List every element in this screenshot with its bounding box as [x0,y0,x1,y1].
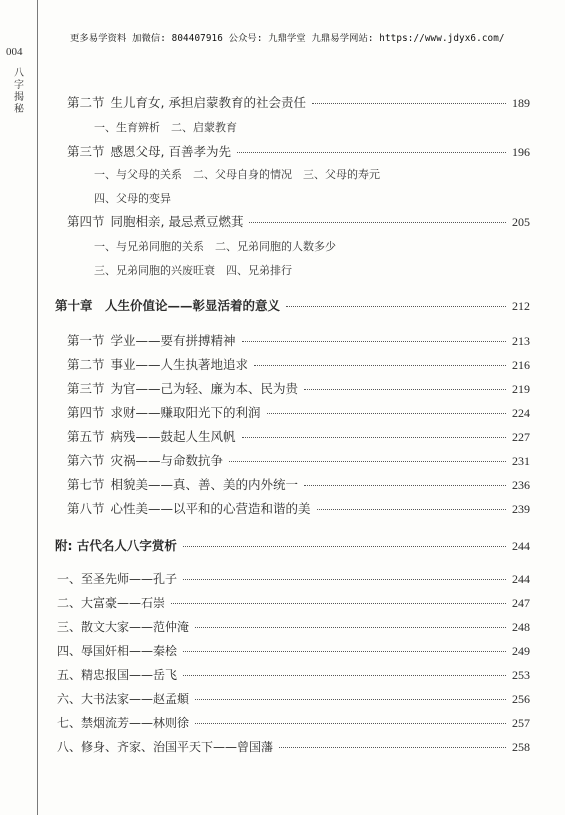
section-label: 第七节 [67,477,105,492]
toc-person-entry[interactable] [57,690,530,707]
person-title: 一、至圣先师——孔子 [57,572,178,586]
person-title: 六、大书法家——赵孟頫 [57,692,190,706]
section-title: 心性美——以平和的心营造和谐的美 [110,501,311,516]
page-ref: 248 [512,620,530,634]
chapter-title: 第十章 人生价值论——彰显活着的意义 [55,298,281,313]
page-ref: 213 [512,334,530,348]
toc-chapter-entry[interactable] [55,296,530,314]
dot-leader [304,485,506,486]
toc-section-entry[interactable] [67,355,530,373]
section-label: 第三节 [67,144,105,159]
toc-subsection-line [94,238,336,254]
watermark-text: 更多易学资料 加微信: 804407916 公众号: 九鼎学堂 九鼎易学网站: https://www.jdyx6.com/ [70,33,505,44]
person-title: 三、散文大家——范仲淹 [57,620,190,634]
section-title: 求财——赚取阳光下的利润 [110,405,261,420]
person-title: 五、精忠报国——岳飞 [57,668,178,682]
appendix-title: 附: 古代名人八字赏析 [55,538,177,553]
page-ref: 258 [512,740,530,754]
dot-leader [286,306,506,307]
page-ref: 219 [512,382,530,396]
page-ref: 227 [512,430,530,444]
dot-leader [304,389,506,390]
dot-leader [254,365,506,366]
section-title: 相貌美——真、善、美的内外统一 [110,477,299,492]
section-title: 病残——鼓起人生风帆 [110,429,236,444]
subsection-text: 一、生育辨析 二、启蒙教育 [94,121,237,134]
toc-person-entry[interactable] [57,594,530,611]
subsection-text: 一、与兄弟同胞的关系 二、兄弟同胞的人数多少 [94,240,336,253]
dot-leader [237,152,506,153]
section-label: 第一节 [67,333,105,348]
margin-rule [37,0,38,815]
toc-section-entry[interactable] [67,142,530,160]
page-ref: 247 [512,596,530,610]
dot-leader [183,579,506,580]
page-ref: 231 [512,454,530,468]
section-title: 生儿育女, 承担启蒙教育的社会责任 [110,95,306,110]
subsection-text: 三、兄弟同胞的兴废旺衰 四、兄弟排行 [94,264,292,277]
dot-leader [312,103,506,104]
toc-person-entry[interactable] [57,666,530,683]
dot-leader [279,747,506,748]
page-number: 004 [6,46,23,58]
section-label: 第四节 [67,214,105,229]
toc-section-entry[interactable] [67,451,530,469]
toc-appendix-entry[interactable] [55,536,530,554]
toc-section-entry[interactable] [67,93,530,111]
dot-leader [229,461,506,462]
dot-leader [183,546,506,547]
dot-leader [183,675,506,676]
toc-section-entry[interactable] [67,331,530,349]
page-ref: 249 [512,644,530,658]
dot-leader [242,341,506,342]
toc-subsection-line [94,190,171,206]
section-label: 第二节 [67,357,105,372]
page-ref: 205 [512,215,530,229]
toc-section-entry[interactable] [67,403,530,421]
page-ref: 239 [512,502,530,516]
dot-leader [195,699,506,700]
page-ref: 224 [512,406,530,420]
section-title: 事业——人生执著地追求 [110,357,249,372]
toc-person-entry[interactable] [57,642,530,659]
subsection-text: 四、父母的变异 [94,192,171,205]
toc-subsection-line [94,119,237,135]
toc-section-entry[interactable] [67,212,530,230]
page-ref: 253 [512,668,530,682]
toc-subsection-line [94,166,380,182]
section-label: 第五节 [67,429,105,444]
subsection-text: 一、与父母的关系 二、父母自身的情况 三、父母的寿元 [94,168,380,181]
section-title: 感恩父母, 百善孝为先 [110,144,231,159]
section-title: 灾祸——与命数抗争 [110,453,224,468]
toc-section-entry[interactable] [67,427,530,445]
dot-leader [317,509,506,510]
person-title: 二、大富豪——石崇 [57,596,166,610]
page-ref: 257 [512,716,530,730]
section-title: 同胞相亲, 最忌煮豆燃萁 [110,214,244,229]
dot-leader [183,651,506,652]
toc-section-entry[interactable] [67,379,530,397]
toc-section-entry[interactable] [67,499,530,517]
dot-leader [195,627,506,628]
page-ref: 236 [512,478,530,492]
dot-leader [195,723,506,724]
dot-leader [171,603,506,604]
toc-person-entry[interactable] [57,618,530,635]
page-ref: 189 [512,96,530,110]
page-ref: 244 [512,572,530,586]
page-ref: 196 [512,145,530,159]
section-label: 第八节 [67,501,105,516]
toc-subsection-line [94,262,292,278]
person-title: 四、辱国奸相——秦桧 [57,644,178,658]
dot-leader [267,413,506,414]
page-ref: 216 [512,358,530,372]
toc-section-entry[interactable] [67,475,530,493]
dot-leader [249,222,506,223]
section-label: 第三节 [67,381,105,396]
running-book-title: 八字揭秘 [14,68,24,115]
section-label: 第四节 [67,405,105,420]
toc-person-entry[interactable] [57,714,530,731]
toc-person-entry[interactable] [57,738,530,755]
person-title: 八、修身、齐家、治国平天下——曾国藩 [57,740,274,754]
section-label: 第二节 [67,95,105,110]
section-label: 第六节 [67,453,105,468]
page-ref: 212 [512,299,530,313]
toc-person-entry[interactable] [57,570,530,587]
page-ref: 256 [512,692,530,706]
page-ref: 244 [512,539,530,553]
person-title: 七、禁烟流芳——林则徐 [57,716,190,730]
section-title: 为官——己为轻、廉为本、民为贵 [110,381,299,396]
section-title: 学业——要有拼搏精神 [110,333,236,348]
dot-leader [242,437,506,438]
